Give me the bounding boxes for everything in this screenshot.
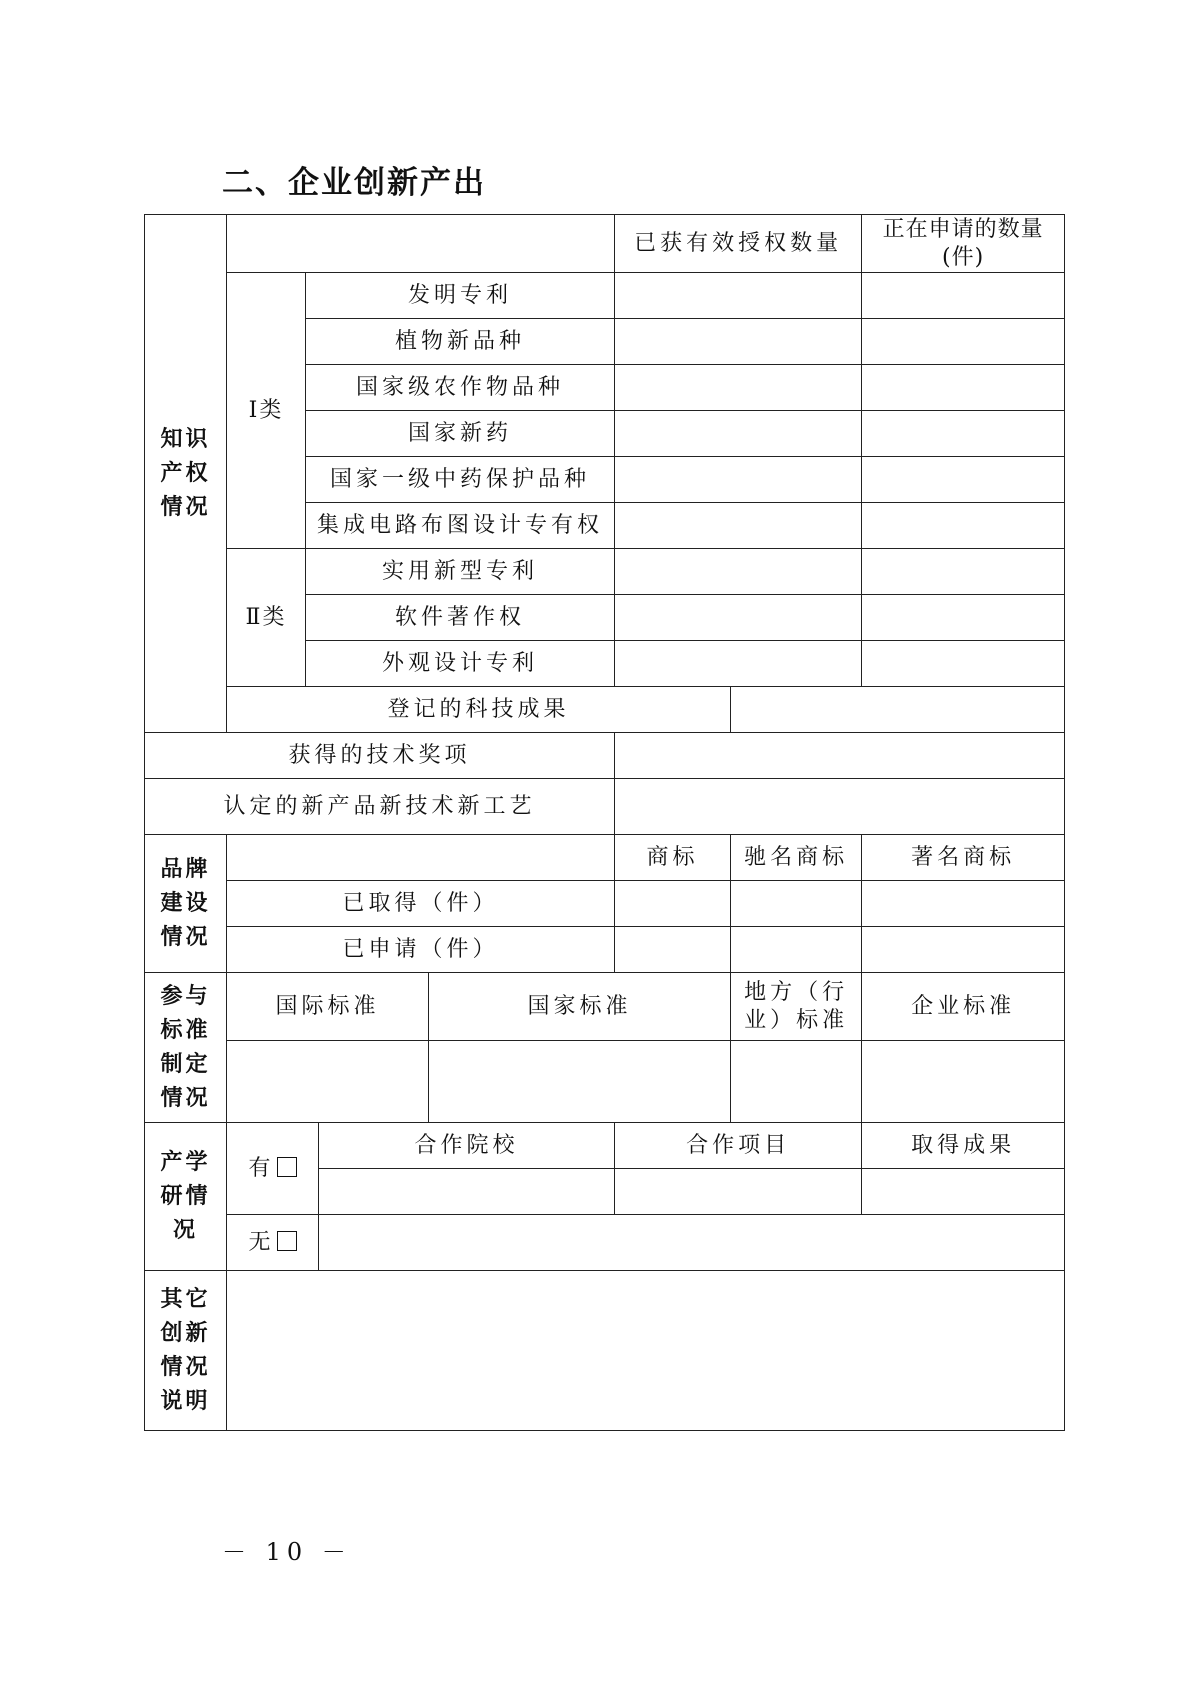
- applied-label: 已申请（件）: [227, 927, 615, 973]
- ip-row: [145, 273, 1065, 319]
- other-row: [145, 1271, 1065, 1431]
- local-standard-line2: 业）标准: [744, 1007, 849, 1033]
- recognized-products-label: 认定的新产品新技术新工艺: [145, 779, 615, 835]
- trademark-obtained-cell[interactable]: [615, 881, 731, 927]
- col-wellknown-trademark: 驰名商标: [731, 835, 862, 881]
- class1-label: Ⅰ类: [227, 273, 306, 549]
- ip-item: 实用新型专利: [306, 549, 615, 595]
- partner-school-cell[interactable]: [319, 1169, 615, 1215]
- col-cooperation-project: 合作项目: [615, 1123, 862, 1169]
- iur-yes-label: 有: [248, 1155, 275, 1181]
- granted-cell[interactable]: [615, 365, 862, 411]
- achievement-row: [145, 733, 1065, 779]
- cooperation-project-cell[interactable]: [615, 1169, 862, 1215]
- international-standard-cell[interactable]: [227, 1041, 429, 1123]
- ip-item: 植物新品种: [306, 319, 615, 365]
- famous-obtained-cell[interactable]: [862, 881, 1065, 927]
- col-national-standard: 国家标准: [429, 973, 731, 1041]
- col-trademark: 商标: [615, 835, 731, 881]
- brand-row: [145, 927, 1065, 973]
- wellknown-obtained-cell[interactable]: [731, 881, 862, 927]
- iur-no-label: 无: [248, 1229, 275, 1255]
- col-partner-school: 合作院校: [319, 1123, 615, 1169]
- yes-checkbox[interactable]: [277, 1157, 297, 1177]
- col-enterprise-standard: 企业标准: [862, 973, 1065, 1041]
- standards-section-label: 参与 标准 制定 情况: [145, 973, 227, 1123]
- ip-header-blank: [227, 215, 615, 273]
- granted-cell[interactable]: [615, 641, 862, 687]
- brand-header-blank: [227, 835, 615, 881]
- granted-cell[interactable]: [615, 273, 862, 319]
- applying-cell[interactable]: [862, 273, 1065, 319]
- granted-cell[interactable]: [615, 503, 862, 549]
- standards-value-row: [145, 1041, 1065, 1123]
- registered-achievements-value[interactable]: [731, 687, 1065, 733]
- class2-label: Ⅱ类: [227, 549, 306, 687]
- ip-section-label: 知识 产权 情况: [145, 215, 227, 733]
- col-local-standard: [731, 973, 862, 1041]
- applying-cell[interactable]: [862, 503, 1065, 549]
- tech-awards-label: 获得的技术奖项: [145, 733, 615, 779]
- other-description-cell[interactable]: [227, 1271, 1065, 1431]
- applying-cell[interactable]: [862, 411, 1065, 457]
- tech-awards-value[interactable]: [615, 733, 1065, 779]
- col-results: 取得成果: [862, 1123, 1065, 1169]
- recognized-products-value[interactable]: [615, 779, 1065, 835]
- ip-item: 国家一级中药保护品种: [306, 457, 615, 503]
- col-applying-count: 正在申请的数量(件): [862, 215, 1065, 273]
- iur-yes-option[interactable]: [227, 1123, 319, 1215]
- no-checkbox[interactable]: [277, 1231, 297, 1251]
- granted-cell[interactable]: [615, 411, 862, 457]
- achievement-row: [145, 687, 1065, 733]
- applying-cell[interactable]: [862, 365, 1065, 411]
- page-title: 二、企业创新产出: [222, 165, 486, 201]
- registered-achievements-label: 登记的科技成果: [227, 687, 731, 733]
- applying-cell[interactable]: [862, 641, 1065, 687]
- granted-cell[interactable]: [615, 549, 862, 595]
- local-standard-cell[interactable]: [731, 1041, 862, 1123]
- enterprise-standard-cell[interactable]: [862, 1041, 1065, 1123]
- other-section-label: 其它 创新 情况 说明: [145, 1271, 227, 1431]
- iur-section-label: 产学 研情 况: [145, 1123, 227, 1271]
- applying-cell[interactable]: [862, 549, 1065, 595]
- col-granted-count: 已获有效授权数量: [615, 215, 862, 273]
- granted-cell[interactable]: [615, 595, 862, 641]
- page-number: － 10 －: [222, 1538, 352, 1566]
- brand-header-row: [145, 835, 1065, 881]
- col-famous-trademark: 著名商标: [862, 835, 1065, 881]
- ip-item: 国家新药: [306, 411, 615, 457]
- ip-item: 外观设计专利: [306, 641, 615, 687]
- iur-header-row: [145, 1123, 1065, 1169]
- applying-cell[interactable]: [862, 595, 1065, 641]
- granted-cell[interactable]: [615, 319, 862, 365]
- ip-item: 发明专利: [306, 273, 615, 319]
- standards-header-row: [145, 973, 1065, 1041]
- ip-header-row: [145, 215, 1065, 273]
- achievement-row: [145, 779, 1065, 835]
- trademark-applied-cell[interactable]: [615, 927, 731, 973]
- obtained-label: 已取得（件）: [227, 881, 615, 927]
- famous-applied-cell[interactable]: [862, 927, 1065, 973]
- col-international-standard: 国际标准: [227, 973, 429, 1041]
- ip-row: [145, 549, 1065, 595]
- wellknown-applied-cell[interactable]: [731, 927, 862, 973]
- brand-section-label: 品牌 建设 情况: [145, 835, 227, 973]
- local-standard-line1: 地方（行: [744, 979, 849, 1005]
- iur-none-blank: [319, 1215, 1065, 1271]
- applying-cell[interactable]: [862, 319, 1065, 365]
- brand-row: [145, 881, 1065, 927]
- national-standard-cell[interactable]: [429, 1041, 731, 1123]
- applying-cell[interactable]: [862, 457, 1065, 503]
- iur-no-option[interactable]: [227, 1215, 319, 1271]
- iur-none-row: [145, 1215, 1065, 1271]
- innovation-output-table: [144, 214, 1065, 1431]
- granted-cell[interactable]: [615, 457, 862, 503]
- ip-item: 国家级农作物品种: [306, 365, 615, 411]
- ip-item: 集成电路布图设计专有权: [306, 503, 615, 549]
- results-cell[interactable]: [862, 1169, 1065, 1215]
- ip-item: 软件著作权: [306, 595, 615, 641]
